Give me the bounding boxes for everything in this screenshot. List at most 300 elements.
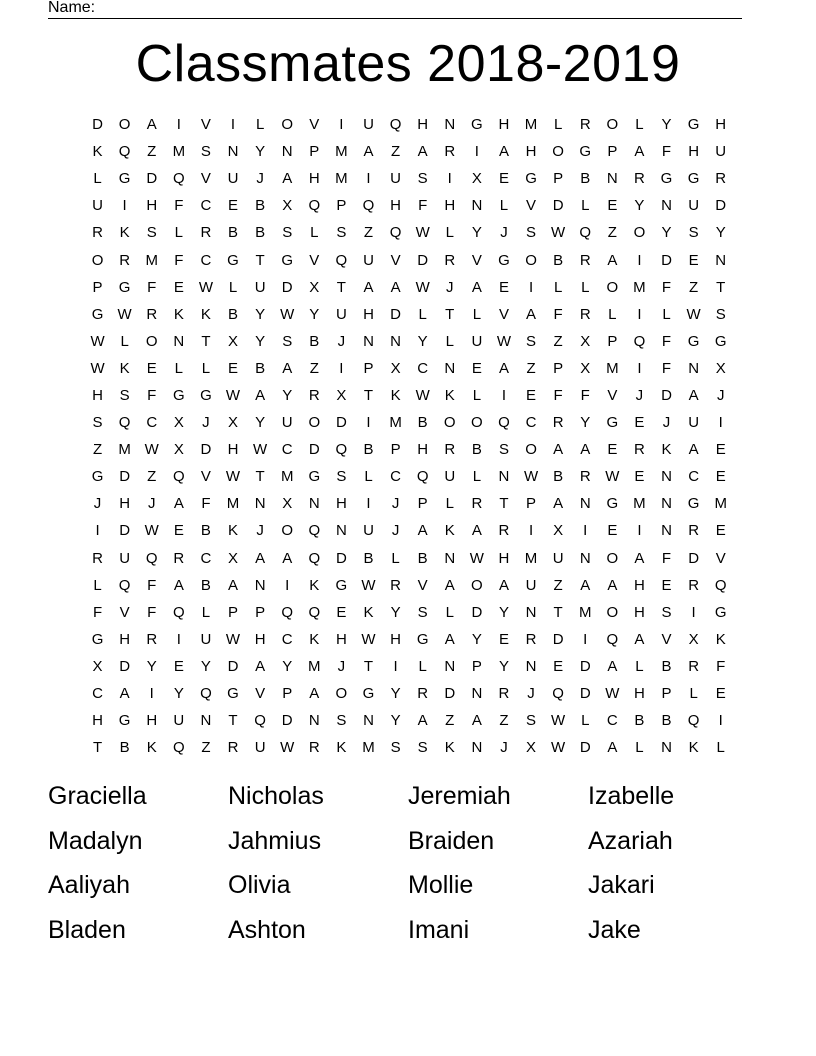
grid-letter: C: [200, 197, 212, 215]
grid-letter: M: [578, 603, 592, 621]
word-list-item: Jake: [588, 915, 641, 944]
grid-letter: L: [472, 468, 482, 486]
grid-letter: V: [309, 116, 320, 134]
grid-letter: I: [176, 116, 181, 134]
grid-letter: L: [445, 495, 454, 513]
grid-letter: L: [689, 685, 698, 703]
grid-letter: D: [119, 522, 131, 540]
grid-letter: S: [92, 414, 103, 432]
grid-letter: V: [661, 630, 672, 648]
grid-letter: N: [308, 495, 320, 513]
grid-letter: A: [255, 386, 266, 404]
word-list-item: Imani: [408, 915, 470, 944]
grid-letter: B: [119, 739, 130, 757]
grid-letter: C: [200, 251, 212, 269]
grid-letter: V: [498, 305, 509, 323]
grid-letter: A: [228, 576, 239, 594]
grid-letter: K: [688, 739, 699, 757]
grid-letter: O: [606, 603, 619, 621]
grid-letter: K: [119, 224, 130, 242]
grid-letter: Y: [580, 414, 591, 432]
grid-letter: Q: [118, 576, 131, 594]
grid-letter: D: [579, 657, 591, 675]
grid-letter: M: [280, 468, 294, 486]
grid-letter: K: [715, 630, 726, 648]
grid-letter: R: [688, 576, 700, 594]
grid-letter: Y: [390, 685, 401, 703]
grid-letter: N: [254, 495, 266, 513]
grid-letter: J: [337, 657, 346, 675]
grid-letter: W: [90, 332, 105, 350]
grid-letter: W: [253, 441, 268, 459]
grid-letter: H: [335, 495, 347, 513]
grid-letter: A: [607, 657, 618, 675]
grid-letter: A: [526, 305, 537, 323]
word-list-item: Aaliyah: [48, 871, 130, 899]
grid-letter: K: [146, 739, 157, 757]
grid-letter: A: [471, 278, 482, 296]
name-field[interactable]: [48, 0, 742, 19]
grid-letter: P: [553, 170, 564, 188]
grid-letter: X: [688, 630, 699, 648]
grid-letter: Y: [173, 685, 184, 703]
grid-letter: N: [471, 685, 483, 703]
grid-row: [84, 274, 734, 301]
grid-letter: B: [417, 549, 428, 567]
grid-letter: R: [634, 170, 645, 188]
grid-letter: T: [255, 468, 265, 486]
grid-letter: E: [715, 441, 726, 459]
grid-row: [84, 219, 734, 246]
grid-row: [84, 599, 734, 626]
grid-letter: L: [174, 224, 183, 242]
grid-letter: W: [225, 468, 241, 486]
grid-letter: O: [606, 549, 619, 567]
grid-letter: A: [444, 630, 455, 648]
word-search-grid: [84, 111, 734, 761]
grid-letter: I: [718, 712, 723, 730]
grid-letter: E: [526, 386, 537, 404]
grid-letter: C: [525, 414, 537, 432]
grid-letter: R: [579, 251, 591, 269]
grid-letter: V: [200, 468, 211, 486]
grid-letter: R: [200, 224, 212, 242]
grid-letter: A: [607, 251, 618, 269]
grid-letter: R: [688, 522, 700, 540]
grid-letter: W: [415, 224, 430, 242]
grid-letter: H: [146, 197, 158, 215]
grid-letter: D: [579, 739, 591, 757]
grid-letter: L: [391, 549, 400, 567]
grid-letter: D: [688, 549, 700, 567]
grid-letter: W: [496, 332, 512, 350]
grid-letter: R: [92, 549, 103, 567]
grid-row: [84, 165, 734, 192]
grid-letter: G: [714, 332, 727, 350]
grid-letter: D: [200, 441, 212, 459]
grid-letter: B: [255, 197, 266, 215]
grid-letter: D: [281, 278, 293, 296]
grid-letter: G: [335, 576, 348, 594]
grid-letter: P: [417, 495, 428, 513]
grid-row: [84, 436, 734, 463]
grid-letter: R: [579, 468, 591, 486]
grid-letter: M: [633, 278, 646, 296]
grid-letter: W: [605, 685, 620, 703]
grid-letter: W: [225, 386, 241, 404]
grid-letter: O: [91, 251, 104, 269]
grid-letter: G: [687, 332, 700, 350]
grid-letter: H: [119, 630, 131, 648]
grid-letter: J: [256, 170, 264, 188]
grid-letter: B: [200, 522, 211, 540]
grid-letter: L: [553, 278, 563, 296]
grid-letter: T: [201, 332, 211, 350]
grid-row: [84, 490, 734, 517]
grid-letter: P: [607, 332, 618, 350]
grid-letter: Q: [200, 685, 212, 703]
grid-letter: A: [498, 576, 509, 594]
grid-letter: E: [715, 468, 726, 486]
grid-letter: K: [444, 522, 455, 540]
grid-letter: U: [471, 332, 483, 350]
grid-letter: L: [581, 712, 590, 730]
grid-letter: F: [661, 359, 672, 377]
grid-letter: A: [634, 549, 645, 567]
grid-letter: K: [444, 386, 455, 404]
grid-letter: X: [282, 197, 293, 215]
grid-row: [84, 653, 734, 680]
grid-letter: A: [282, 549, 293, 567]
grid-letter: N: [281, 143, 293, 161]
grid-letter: R: [688, 657, 700, 675]
grid-letter: D: [308, 441, 320, 459]
grid-letter: Z: [553, 332, 563, 350]
grid-letter: L: [418, 657, 427, 675]
grid-letter: I: [691, 603, 696, 621]
grid-letter: W: [144, 441, 159, 459]
grid-letter: Q: [633, 332, 646, 350]
grid-letter: N: [525, 603, 537, 621]
grid-letter: K: [309, 576, 320, 594]
grid-letter: N: [444, 549, 456, 567]
grid-letter: I: [339, 359, 344, 377]
grid-letter: N: [606, 170, 618, 188]
grid-letter: X: [580, 332, 591, 350]
grid-letter: I: [447, 170, 452, 188]
grid-letter: H: [525, 143, 537, 161]
grid-letter: C: [390, 468, 401, 486]
grid-letter: B: [471, 441, 482, 459]
grid-letter: P: [309, 143, 320, 161]
grid-letter: R: [444, 143, 456, 161]
grid-letter: L: [201, 603, 211, 621]
grid-letter: I: [637, 251, 642, 269]
word-list-item: Madalyn: [48, 826, 143, 855]
grid-letter: I: [583, 630, 588, 648]
name-label: Name:: [48, 0, 96, 16]
grid-letter: F: [418, 197, 428, 215]
grid-letter: D: [335, 414, 347, 432]
grid-letter: D: [471, 603, 483, 621]
grid-letter: V: [715, 549, 726, 567]
grid-letter: Q: [254, 712, 266, 730]
grid-letter: J: [527, 685, 535, 703]
grid-letter: H: [634, 603, 645, 621]
grid-letter: U: [444, 468, 456, 486]
grid-letter: T: [499, 495, 509, 513]
grid-letter: Y: [390, 603, 401, 621]
grid-letter: O: [118, 116, 131, 134]
grid-letter: V: [200, 170, 211, 188]
grid-letter: B: [228, 224, 239, 242]
grid-letter: F: [147, 278, 157, 296]
grid-letter: G: [606, 495, 619, 513]
grid-letter: L: [445, 603, 454, 621]
grid-row: [84, 463, 734, 490]
grid-letter: X: [309, 278, 320, 296]
grid-letter: N: [363, 332, 374, 350]
grid-letter: N: [200, 712, 212, 730]
grid-letter: H: [390, 197, 401, 215]
grid-letter: I: [366, 414, 371, 432]
grid-letter: Z: [390, 143, 401, 161]
grid-letter: R: [92, 224, 103, 242]
grid-letter: X: [390, 359, 401, 377]
grid-letter: I: [366, 170, 371, 188]
grid-letter: P: [661, 685, 672, 703]
grid-letter: Q: [172, 739, 185, 757]
grid-letter: C: [688, 468, 700, 486]
grid-letter: N: [661, 468, 672, 486]
grid-letter: S: [390, 739, 401, 757]
grid-letter: H: [498, 116, 510, 134]
grid-letter: Q: [308, 603, 321, 621]
grid-letter: A: [119, 685, 130, 703]
grid-row: [84, 626, 734, 653]
grid-letter: E: [173, 657, 184, 675]
grid-letter: R: [444, 251, 456, 269]
grid-letter: R: [146, 305, 158, 323]
grid-letter: V: [200, 116, 211, 134]
grid-letter: P: [255, 603, 266, 621]
grid-letter: G: [471, 116, 483, 134]
grid-row: [84, 707, 734, 734]
grid-letter: U: [525, 576, 537, 594]
grid-letter: Y: [471, 630, 482, 648]
grid-letter: O: [281, 522, 294, 540]
grid-letter: U: [200, 630, 212, 648]
grid-letter: H: [119, 495, 131, 513]
word-list-item: Jahmius: [228, 826, 322, 855]
grid-letter: D: [119, 657, 131, 675]
grid-letter: Y: [661, 224, 672, 242]
grid-letter: W: [415, 278, 430, 296]
grid-letter: B: [553, 468, 564, 486]
grid-letter: C: [281, 441, 293, 459]
grid-letter: N: [661, 495, 672, 513]
grid-letter: E: [471, 359, 482, 377]
grid-letter: F: [716, 657, 726, 675]
grid-letter: B: [661, 712, 672, 730]
grid-letter: Q: [389, 224, 402, 242]
grid-letter: I: [95, 522, 100, 540]
grid-letter: L: [93, 576, 102, 594]
grid-letter: K: [444, 739, 455, 757]
grid-letter: W: [551, 712, 566, 730]
grid-letter: P: [336, 197, 347, 215]
grid-letter: G: [308, 468, 321, 486]
grid-letter: Z: [526, 359, 536, 377]
grid-letter: I: [393, 657, 398, 675]
grid-letter: F: [147, 603, 157, 621]
grid-letter: E: [688, 251, 699, 269]
grid-letter: Y: [498, 657, 509, 675]
grid-letter: L: [120, 332, 129, 350]
grid-letter: R: [390, 576, 401, 594]
grid-letter: J: [635, 386, 644, 404]
grid-letter: Y: [146, 657, 157, 675]
grid-letter: P: [471, 657, 482, 675]
grid-letter: D: [661, 251, 672, 269]
grid-letter: S: [417, 170, 428, 188]
grid-letter: A: [444, 576, 455, 594]
grid-letter: G: [172, 386, 185, 404]
grid-letter: X: [580, 359, 591, 377]
grid-letter: Y: [417, 332, 428, 350]
grid-letter: L: [255, 116, 265, 134]
grid-letter: U: [227, 170, 239, 188]
grid-row: [84, 572, 734, 599]
grid-letter: O: [335, 685, 348, 703]
grid-letter: O: [145, 332, 158, 350]
grid-letter: R: [444, 441, 456, 459]
grid-letter: K: [200, 305, 211, 323]
grid-letter: M: [524, 549, 538, 567]
grid-letter: Z: [445, 712, 455, 730]
grid-letter: P: [553, 359, 564, 377]
grid-letter: Q: [172, 468, 185, 486]
word-list-item: Mollie: [408, 871, 474, 899]
grid-letter: K: [390, 386, 401, 404]
grid-letter: O: [308, 414, 321, 432]
grid-letter: W: [686, 305, 701, 323]
grid-letter: Q: [118, 143, 131, 161]
grid-letter: V: [471, 251, 482, 269]
grid-letter: M: [335, 170, 348, 188]
grid-letter: L: [608, 305, 617, 323]
grid-letter: W: [415, 386, 430, 404]
grid-letter: W: [551, 224, 566, 242]
grid-letter: E: [228, 359, 239, 377]
grid-letter: I: [176, 630, 181, 648]
grid-letter: N: [498, 468, 510, 486]
grid-letter: H: [146, 712, 158, 730]
grid-letter: O: [471, 414, 483, 432]
grid-letter: X: [526, 739, 537, 757]
grid-letter: I: [230, 116, 236, 134]
grid-letter: M: [389, 414, 402, 432]
grid-letter: P: [92, 278, 103, 296]
grid-letter: H: [417, 116, 429, 134]
grid-letter: Q: [389, 116, 402, 134]
grid-letter: P: [526, 495, 537, 513]
grid-letter: E: [715, 685, 726, 703]
grid-letter: H: [254, 630, 266, 648]
grid-letter: E: [661, 576, 672, 594]
grid-letter: J: [500, 224, 508, 242]
grid-letter: N: [335, 522, 347, 540]
grid-letter: B: [661, 657, 672, 675]
grid-letter: Q: [145, 549, 158, 567]
grid-letter: A: [309, 685, 320, 703]
grid-letter: V: [255, 685, 266, 703]
grid-letter: Q: [335, 441, 348, 459]
grid-letter: K: [363, 603, 374, 621]
grid-letter: A: [146, 116, 157, 134]
grid-letter: L: [635, 739, 644, 757]
grid-letter: K: [336, 739, 347, 757]
grid-letter: R: [715, 170, 727, 188]
grid-letter: N: [444, 657, 456, 675]
grid-letter: A: [580, 576, 591, 594]
grid-letter: C: [606, 712, 618, 730]
grid-letter: O: [633, 224, 646, 242]
grid-letter: E: [146, 359, 157, 377]
grid-letter: G: [118, 278, 131, 296]
grid-letter: F: [661, 143, 672, 161]
grid-letter: S: [715, 305, 726, 323]
grid-letter: T: [255, 251, 265, 269]
grid-letter: Q: [552, 685, 564, 703]
grid-letter: H: [634, 576, 645, 594]
grid-letter: W: [361, 576, 376, 594]
grid-letter: K: [309, 630, 320, 648]
grid-letter: N: [173, 332, 185, 350]
grid-letter: S: [417, 739, 428, 757]
grid-letter: Z: [92, 441, 103, 459]
grid-letter: F: [174, 197, 184, 215]
grid-letter: E: [607, 197, 618, 215]
grid-letter: R: [634, 441, 645, 459]
grid-letter: P: [363, 359, 374, 377]
grid-letter: A: [553, 495, 564, 513]
grid-letter: G: [498, 251, 510, 269]
grid-letter: Y: [282, 657, 293, 675]
grid-letter: I: [366, 495, 371, 513]
grid-letter: R: [227, 739, 239, 757]
grid-letter: E: [228, 197, 239, 215]
grid-letter: N: [661, 522, 672, 540]
grid-letter: L: [364, 468, 373, 486]
grid-letter: K: [228, 522, 239, 540]
grid-letter: E: [715, 522, 726, 540]
grid-letter: N: [444, 116, 456, 134]
grid-letter: C: [146, 414, 158, 432]
grid-letter: P: [607, 143, 618, 161]
grid-letter: X: [228, 549, 239, 567]
grid-letter: I: [637, 305, 642, 323]
grid-letter: A: [607, 739, 618, 757]
grid-letter: W: [523, 468, 539, 486]
grid-letter: V: [417, 576, 428, 594]
grid-letter: S: [282, 224, 293, 242]
grid-letter: H: [634, 685, 645, 703]
grid-letter: X: [282, 495, 293, 513]
grid-letter: Y: [282, 386, 293, 404]
grid-letter: D: [661, 386, 672, 404]
grid-letter: U: [688, 414, 700, 432]
